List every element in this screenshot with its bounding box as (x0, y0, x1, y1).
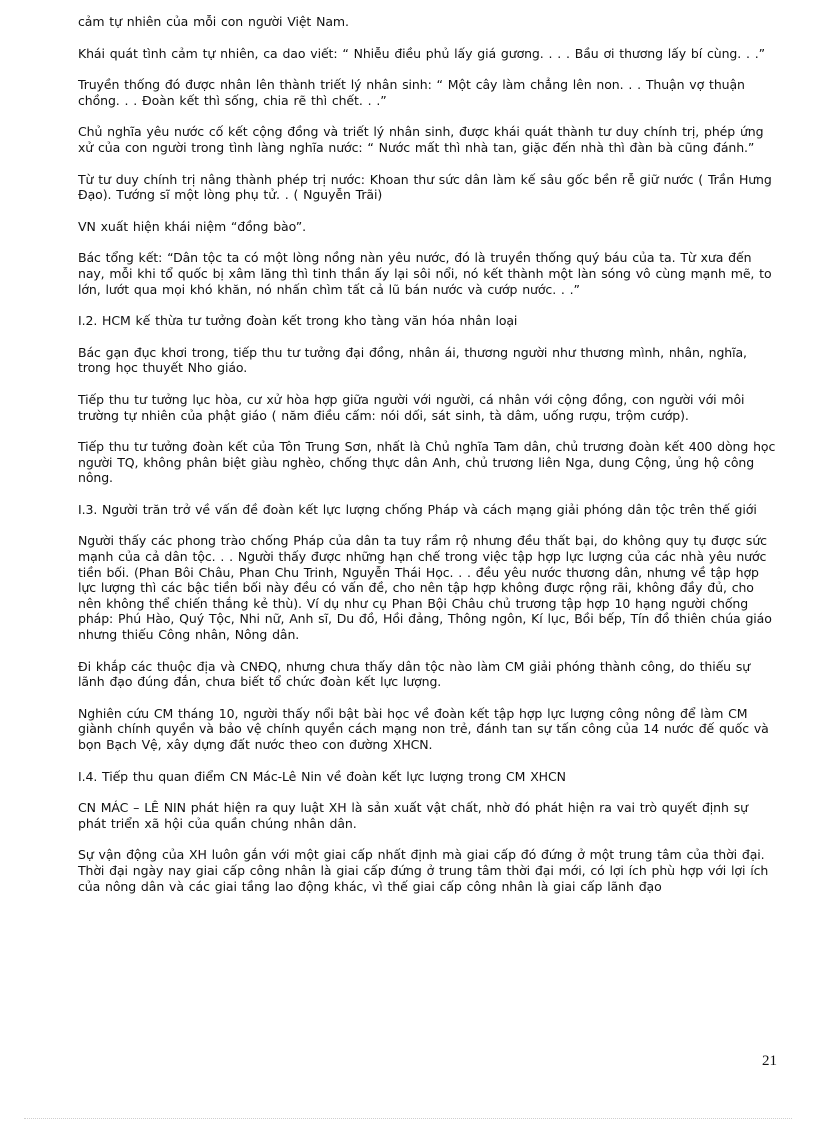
paragraph-13: Người thấy các phong trào chống Pháp của dân ta tuy rầm rộ nhưng đều thất bại, do không quy tụ được sức mạnh của cả dân tộc. . . Người thấy được những hạn chế trong việc tập hợp lực lượng của các nhà yêu nước tiền bối. (Phan Bôi Châu, Phan Chu Trinh, Nguyễn Thái Học. . . đều yêu nước thương dân, nhưng về tập hợp lực lượng thì các bậc tiền bối này đều có vấn đề, cho nên tập hợp không được rộng rãi, không đầy đủ, cho nên không thể chiến thắng kẻ thù). Ví dụ như cụ Phan Bội Châu chủ trương tập hợp 10 hạng người chống pháp: Phú Hào, Quý Tộc, Nhi nữ, Anh sĩ, Du đồ, Hồi đảng, Thông ngôn, Kí lục, Bồi bếp, Tín đồ thiên chúa giáo nhưng thiếu Công nhân, Nông dân. (78, 533, 772, 643)
paragraph-11: Tiếp thu tư tưởng đoàn kết của Tôn Trung Sơn, nhất là Chủ nghĩa Tam dân, chủ trương đoàn kết 400 dòng học người TQ, không phân biệt giàu nghèo, chống thực dân Anh, chủ trương liên Nga, dung Cộng, ủng hộ công nông. (78, 439, 776, 486)
paragraph-2: Khái quát tình cảm tự nhiên, ca dao viết: “ Nhiễu điều phủ lấy giá gương. . . . Bầu ơi thương lấy bí cùng. . .” (78, 45, 765, 61)
paragraph-5: Từ tư duy chính trị nâng thành phép trị nước: Khoan thư sức dân làm kế sâu gốc bền rễ giữ nước ( Trần Hưng Đạo). Tướng sĩ một lòng phụ tử. . ( Nguyễn Trãi) (78, 171, 772, 203)
section-heading-1-4: I.4. Tiếp thu quan điểm CN Mác-Lê Nin về đoàn kết lực lượng trong CM XHCN (78, 768, 566, 784)
paragraph-9: Bác gạn đục khơi trong, tiếp thu tư tưởng đại đồng, nhân ái, thương người như thương mình, nhân, nghĩa, trong học thuyết Nho giáo. (78, 344, 747, 376)
paragraph-6: VN xuất hiện khái niệm “đồng bào”. (78, 218, 306, 234)
paragraph-14: Đi khắp các thuộc địa và CNĐQ, nhưng chưa thấy dân tộc nào làm CM giải phóng thành công, do thiếu sự lãnh đạo đúng đắn, chưa biết tổ chức đoàn kết lực lượng. (78, 658, 751, 690)
document-body (78, 14, 778, 910)
section-heading-1-3: I.3. Người trăn trở về vấn đề đoàn kết lực lượng chống Pháp và cách mạng giải phóng dân tộc trên thế giới (78, 501, 757, 517)
section-heading-1-2: I.2. HCM kế thừa tư tưởng đoàn kết trong kho tàng văn hóa nhân loại (78, 313, 518, 329)
paragraph-17: CN MÁC – LÊ NIN phát hiện ra quy luật XH là sản xuất vật chất, nhờ đó phát hiện ra vai trò quyết định sự phát triển xã hội của quần chúng nhân dân. (78, 800, 748, 831)
paragraph-15: Nghiên cứu CM tháng 10, người thấy nổi bật bài học về đoàn kết tập hợp lực lượng công nông để làm CM giành chính quyền và bảo vệ chính quyền cách mạng non trẻ, đánh tan sự tấn công của 14 nước đế quốc và bọn Bạch Vệ, xây dựng đất nước theo con đường XHCN. (78, 705, 769, 752)
page-bottom-divider (24, 1118, 792, 1119)
paragraph-1: cảm tự nhiên của mỗi con người Việt Nam. (78, 14, 349, 29)
paragraph-18: Sự vận động của XH luôn gắn với một giai cấp nhất định mà giai cấp đó đứng ở một trung tâm của thời đại. Thời đại ngày nay giai cấp công nhân là giai cấp đứng ở trung tâm thời đại mới, có lợi ích phù hợp với lợi ích của nông dân và các giai tầng lao động khác, vì thế giai cấp công nhân là giai cấp lãnh đạo (78, 847, 769, 894)
paragraph-4: Chủ nghĩa yêu nước cố kết cộng đồng và triết lý nhân sinh, được khái quát thành tư duy chính trị, phép ứng xử của con người trong tình làng nghĩa nước: “ Nước mất thì nhà tan, giặc đến nhà thì đàn bà cũng đánh.” (78, 124, 764, 155)
page-number: 21 (762, 1053, 777, 1069)
paragraph-3: Truyền thống đó được nhân lên thành triết lý nhân sinh: “ Một cây làm chẳng lên non. . . Thuận vợ thuận chồng. . . Đoàn kết thì sống, chia rẽ thì chết. . .” (78, 77, 745, 108)
paragraph-10: Tiếp thu tư tưởng lục hòa, cư xử hòa hợp giữa người với người, cá nhân với cộng đồng, con người với môi trường tự nhiên của phật giáo ( năm điều cấm: nói dối, sát sinh, tà dâm, uống rượu, trộm cướp). (78, 391, 745, 423)
paragraph-7: Bác tổng kết: “Dân tộc ta có một lòng nồng nàn yêu nước, đó là truyền thống quý báu của ta. Từ xưa đến nay, mỗi khi tổ quốc bị xâm lăng thì tinh thần ấy lại sôi nổi, nó kết thành một làn sóng vô cùng mạnh mẽ, to lớn, lướt qua mọi khó khăn, nó nhấn chìm tất cả lũ bán nước và cướp nước. . .” (78, 250, 772, 297)
